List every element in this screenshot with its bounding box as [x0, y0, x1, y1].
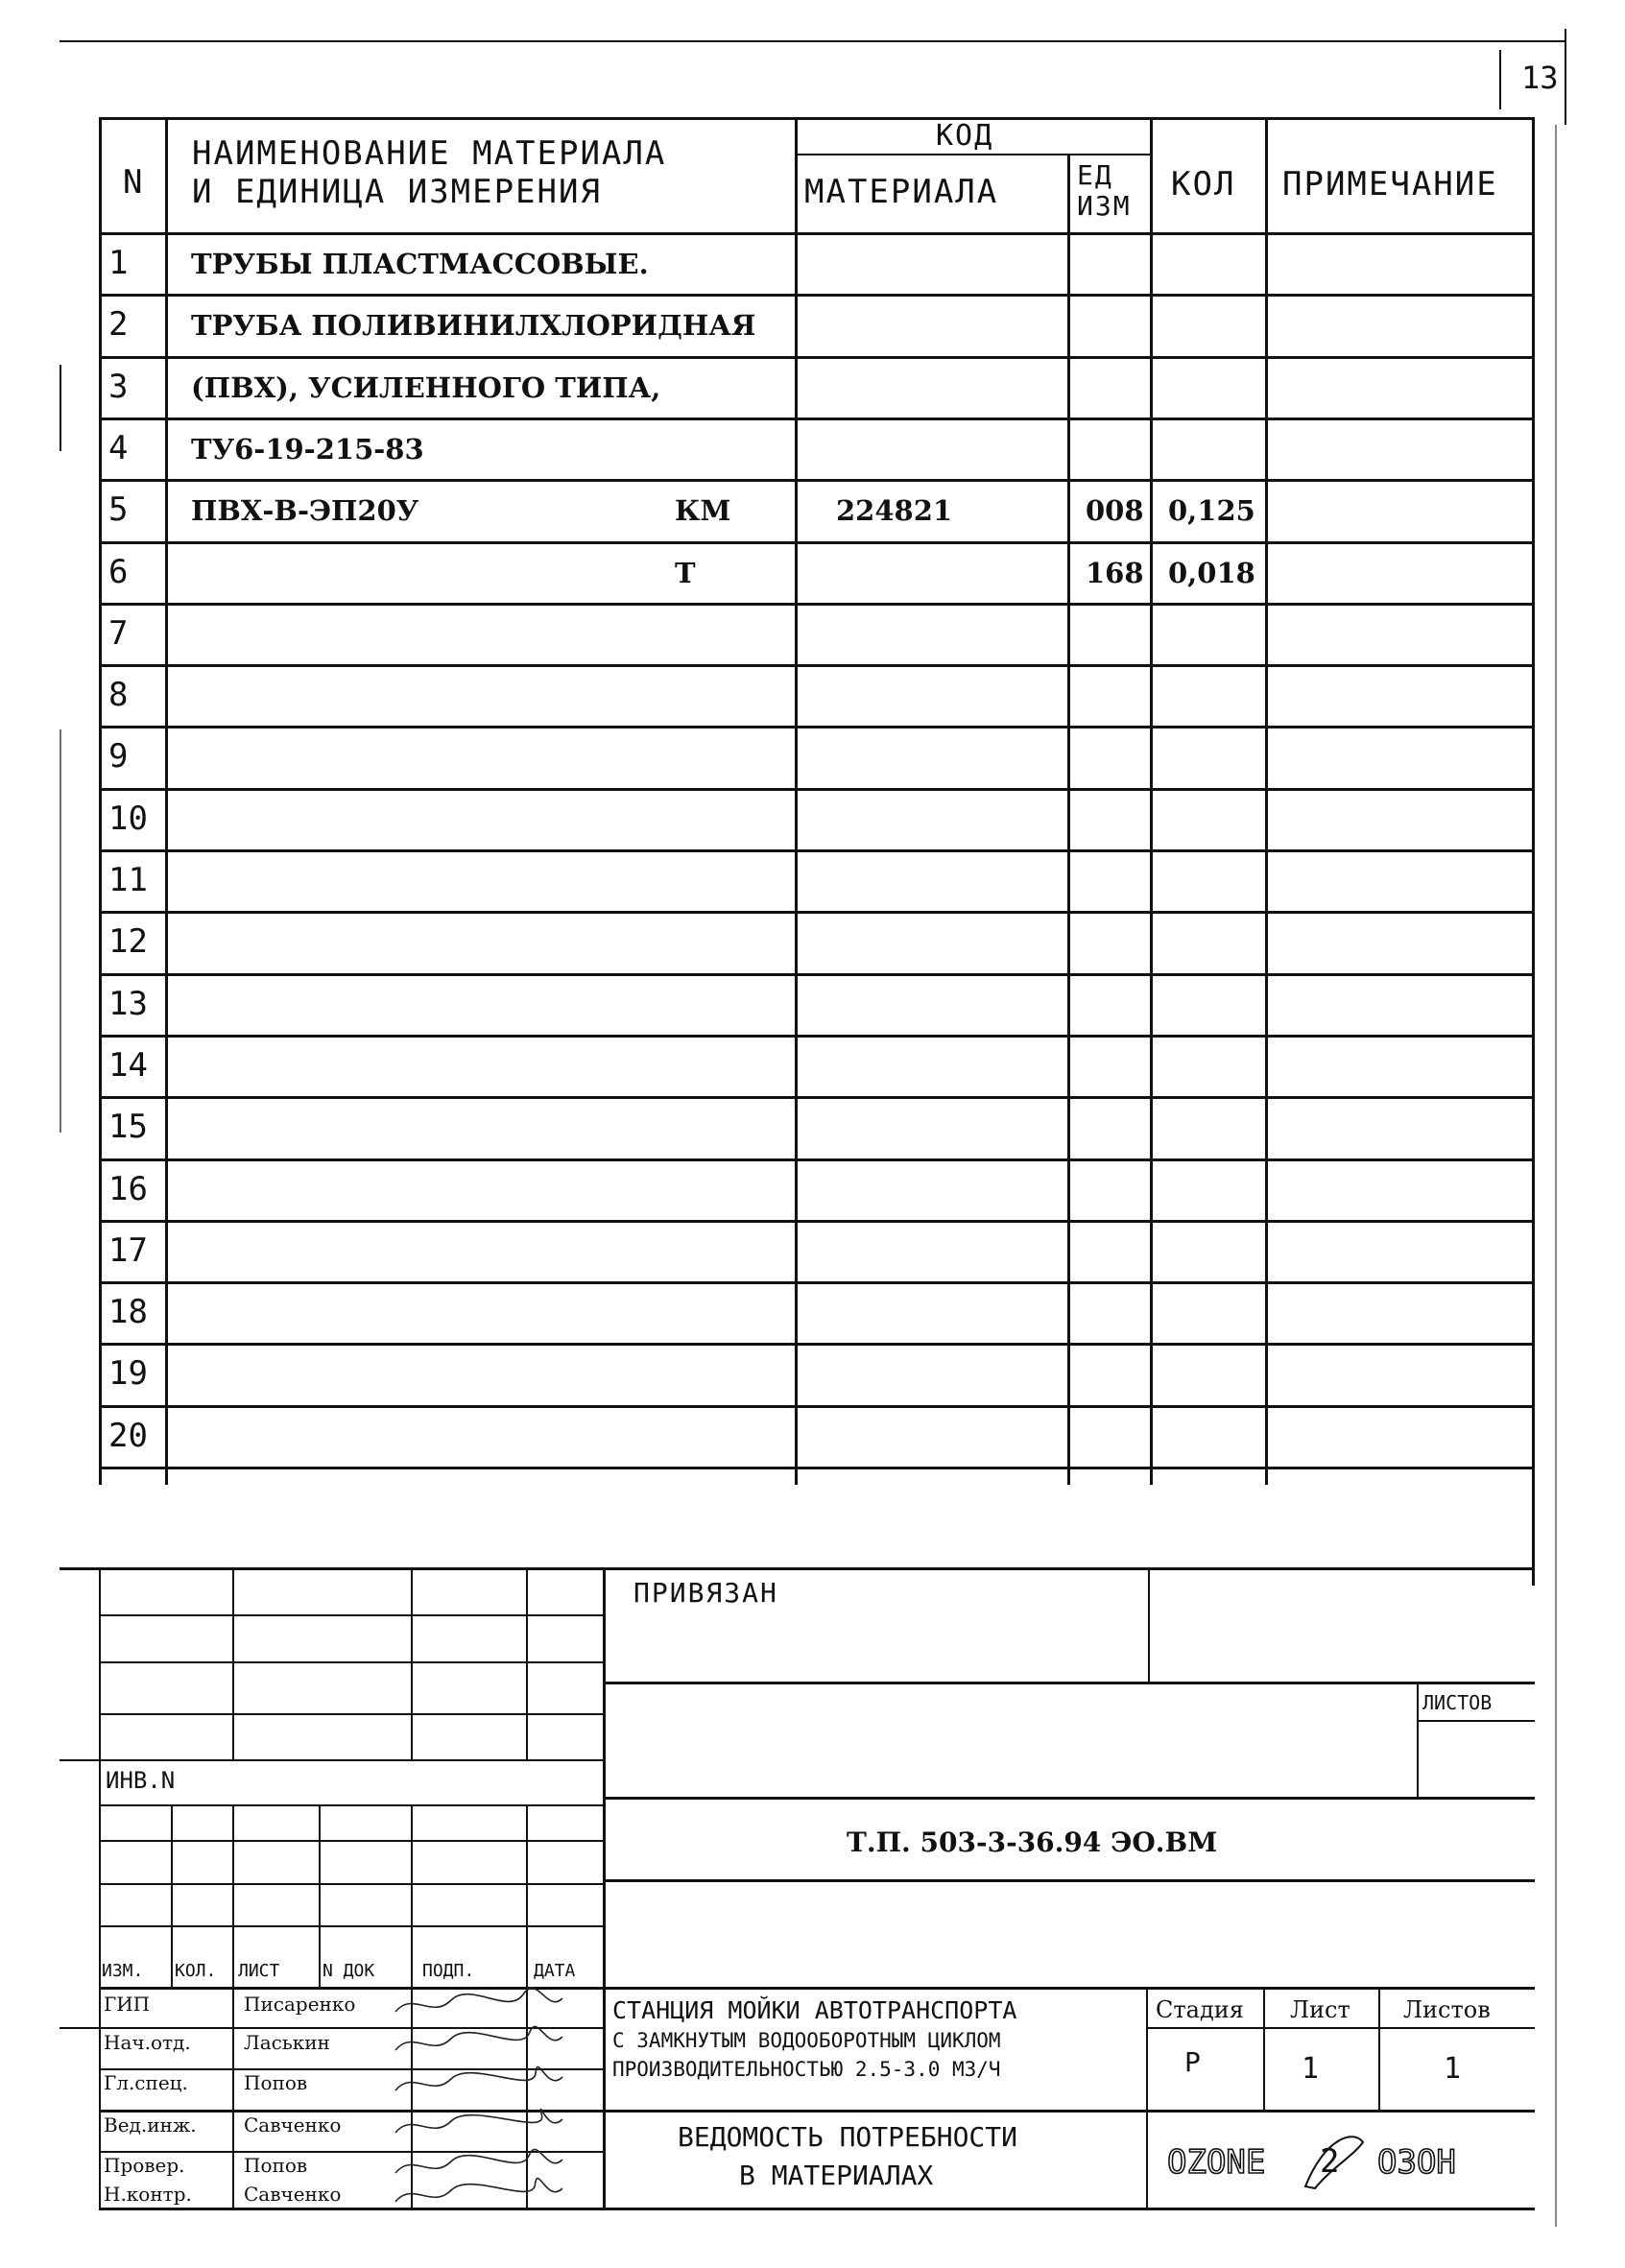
material-name: ТРУБЫ ПЛАСТМАССОВЫЕ. — [191, 248, 649, 280]
col-kol-label: КОЛ. — [175, 1961, 217, 1981]
row-divider — [99, 1467, 1535, 1469]
stamp-grid-h9 — [99, 1987, 1535, 1990]
sheet-label: Лист — [1290, 1996, 1350, 2023]
table-row — [99, 1343, 1535, 1404]
header-note: ПРИМЕЧАНИЕ — [1282, 165, 1498, 203]
doc-title-line1: ВЕДОМОСТЬ ПОТРЕБНОСТИ — [678, 2121, 1018, 2153]
table-row — [99, 1405, 1535, 1467]
signature-name: Савченко — [244, 2113, 342, 2137]
binding-mark-2 — [60, 2027, 100, 2029]
stamp-bottom-line — [99, 2208, 1535, 2210]
signature-role: Нач.отд. — [104, 2031, 191, 2054]
code-subheader-line — [795, 154, 1150, 155]
table-row — [99, 479, 1535, 540]
row-number: 18 — [108, 1293, 148, 1331]
table-row — [99, 911, 1535, 972]
signature-name: Попов — [244, 2071, 308, 2094]
stage-value: Р — [1184, 2046, 1201, 2078]
stamp-top-line — [60, 1567, 1535, 1570]
table-row — [99, 1158, 1535, 1220]
header-code: КОД — [936, 119, 994, 153]
row-number: 4 — [108, 429, 129, 467]
row-number: 8 — [108, 676, 129, 714]
sheet-value: 1 — [1302, 2052, 1320, 2086]
privyazan-label: ПРИВЯЗАН — [633, 1577, 778, 1609]
material-name: ТРУБА ПОЛИВИНИЛХЛОРИДНАЯ — [191, 309, 756, 342]
header-top-line — [99, 117, 1535, 120]
stage-header-line — [1146, 2027, 1535, 2029]
table-row — [99, 664, 1535, 726]
handwritten-signature — [394, 2025, 566, 2060]
row-number: 6 — [108, 553, 129, 591]
handwritten-signature — [394, 1987, 566, 2021]
quantity: 0,018 — [1168, 557, 1255, 589]
stage-label: Стадия — [1156, 1996, 1244, 2023]
doc-title-line2: В МАТЕРИАЛАХ — [739, 2160, 934, 2191]
col-list-label: ЛИСТ — [238, 1961, 280, 1981]
row-number: 9 — [108, 737, 129, 776]
row-number: 16 — [108, 1170, 148, 1208]
material-name: ПВХ-В-ЭП20У — [191, 494, 419, 527]
privyazan-divider — [1148, 1567, 1150, 1683]
stamp-grid-v2 — [411, 1567, 413, 1759]
row-number: 17 — [108, 1231, 148, 1270]
col-podp-label: ПОДП. — [422, 1961, 475, 1981]
listov-divider — [1417, 1682, 1419, 1797]
signature-role: Гл.спец. — [104, 2071, 188, 2094]
material-name: ТУ6-19-215-83 — [191, 433, 424, 466]
row-number: 19 — [108, 1354, 148, 1393]
header-qty: КОЛ — [1171, 165, 1236, 203]
project-line2: С ЗАМКНУТЫМ ВОДООБОРОТНЫМ ЦИКЛОМ — [612, 2029, 1001, 2052]
unit-code: 008 — [1086, 494, 1144, 527]
row-number: 14 — [108, 1046, 148, 1085]
sheets-label: Листов — [1403, 1996, 1491, 2023]
page-number: 13 — [1521, 60, 1559, 96]
row-number: 1 — [108, 244, 129, 282]
document-code: Т.П. 503-3-36.94 ЭО.ВМ — [847, 1826, 1218, 1858]
stamp-mid-line1 — [603, 1682, 1535, 1684]
row-number: 10 — [108, 800, 148, 838]
stamp-lower-v3 — [319, 1804, 321, 1987]
table-row — [99, 541, 1535, 603]
stamp-mid-line2 — [603, 1797, 1535, 1800]
logo-text-right: ОЗОН — [1377, 2143, 1456, 2182]
logo-text-left: OZONE — [1167, 2143, 1266, 2182]
unit-name: КМ — [675, 494, 731, 527]
stamp-grid-v3 — [526, 1567, 528, 1759]
row-number: 2 — [108, 305, 129, 344]
top-rule — [60, 40, 1565, 42]
table-row — [99, 418, 1535, 479]
signature-name: Ласькин — [244, 2031, 330, 2054]
signature-name: Савченко — [244, 2183, 342, 2206]
table-row — [99, 726, 1535, 787]
header-name-line2: И ЕДИНИЦА ИЗМЕРЕНИЯ — [192, 173, 602, 211]
table-row — [99, 1281, 1535, 1343]
project-line3: ПРОИЗВОДИТЕЛЬНОСТЬЮ 2.5-3.0 М3/Ч — [612, 2058, 1001, 2081]
handwritten-signature — [394, 2065, 566, 2100]
quantity: 0,125 — [1168, 494, 1255, 527]
logo-number-icon: 2 — [1320, 2142, 1340, 2181]
listov-small-label: ЛИСТОВ — [1422, 1691, 1493, 1714]
material-name: (ПВХ), УСИЛЕННОГО ТИПА, — [191, 371, 661, 404]
signature-name: Писаренко — [244, 1993, 356, 2016]
header-unit-line2: ИЗМ — [1077, 190, 1132, 222]
row-number: 13 — [108, 985, 148, 1023]
stamp-lower-v2 — [232, 1804, 234, 2208]
header-unit-line1: ЕД — [1077, 159, 1113, 191]
table-row — [99, 1096, 1535, 1158]
table-row — [99, 294, 1535, 355]
table-row — [99, 973, 1535, 1035]
table-row — [99, 1220, 1535, 1281]
row-number: 11 — [108, 861, 148, 899]
table-row — [99, 603, 1535, 664]
row-number: 3 — [108, 368, 129, 406]
table-row — [99, 356, 1535, 418]
row-number: 7 — [108, 614, 129, 653]
stamp-grid-h4 — [60, 1759, 603, 1761]
page-number-box-right — [1565, 29, 1566, 125]
listov-underline — [1417, 1720, 1535, 1722]
margin-dash-1 — [60, 365, 61, 451]
table-row — [99, 788, 1535, 849]
stamp-grid-v1 — [232, 1567, 234, 1759]
project-line1: СТАНЦИЯ МОЙКИ АВТОТРАНСПОРТА — [612, 1996, 1017, 2024]
signature-role: Вед.инж. — [104, 2113, 197, 2137]
stamp-mid-line3 — [603, 1879, 1535, 1882]
ozone-logo-graphic — [1161, 2119, 1526, 2196]
row-number: 5 — [108, 490, 129, 529]
signature-role: ГИП — [104, 1993, 151, 2016]
sheet-divider — [1263, 1987, 1265, 2110]
stamp-sig-h3 — [99, 2110, 1535, 2113]
row-number: 20 — [108, 1417, 148, 1455]
unit-name: Т — [675, 557, 696, 589]
col-ndok-label: N ДОК — [323, 1961, 375, 1981]
header-name-line1: НАИМЕНОВАНИЕ МАТЕРИАЛА — [192, 134, 667, 173]
col-data-label: ДАТА — [534, 1961, 576, 1981]
sheets-divider — [1378, 1987, 1380, 2110]
stamp-grid-h1 — [99, 1614, 603, 1616]
table-row — [99, 232, 1535, 294]
header-material: МАТЕРИАЛА — [804, 173, 999, 211]
col-izm-label: ИЗМ. — [102, 1961, 144, 1981]
right-frame-line — [1555, 125, 1557, 2227]
material-code: 224821 — [836, 494, 953, 527]
table-row — [99, 849, 1535, 911]
signature-role: Провер. — [104, 2154, 185, 2177]
binding-mark-1 — [60, 1759, 100, 1761]
ozone-logo — [1161, 2119, 1526, 2196]
signature-role: Н.контр. — [104, 2183, 192, 2206]
sheets-value: 1 — [1444, 2052, 1462, 2086]
stamp-grid-h3 — [99, 1713, 603, 1715]
signature-name: Попов — [244, 2154, 308, 2177]
stamp-grid-h2 — [99, 1661, 603, 1663]
stamp-lower-v1 — [171, 1804, 173, 1987]
row-number: 15 — [108, 1108, 148, 1146]
margin-dash-2 — [60, 729, 61, 1133]
unit-code: 168 — [1086, 557, 1144, 589]
table-row — [99, 1035, 1535, 1096]
stage-divider — [1146, 1987, 1148, 2208]
row-number: 12 — [108, 922, 148, 961]
header-n: N — [123, 163, 145, 202]
inv-n-label: ИНВ.N — [106, 1767, 176, 1794]
handwritten-signature — [394, 2177, 566, 2211]
handwritten-signature — [394, 2108, 566, 2142]
page-number-box-left — [1499, 50, 1501, 109]
